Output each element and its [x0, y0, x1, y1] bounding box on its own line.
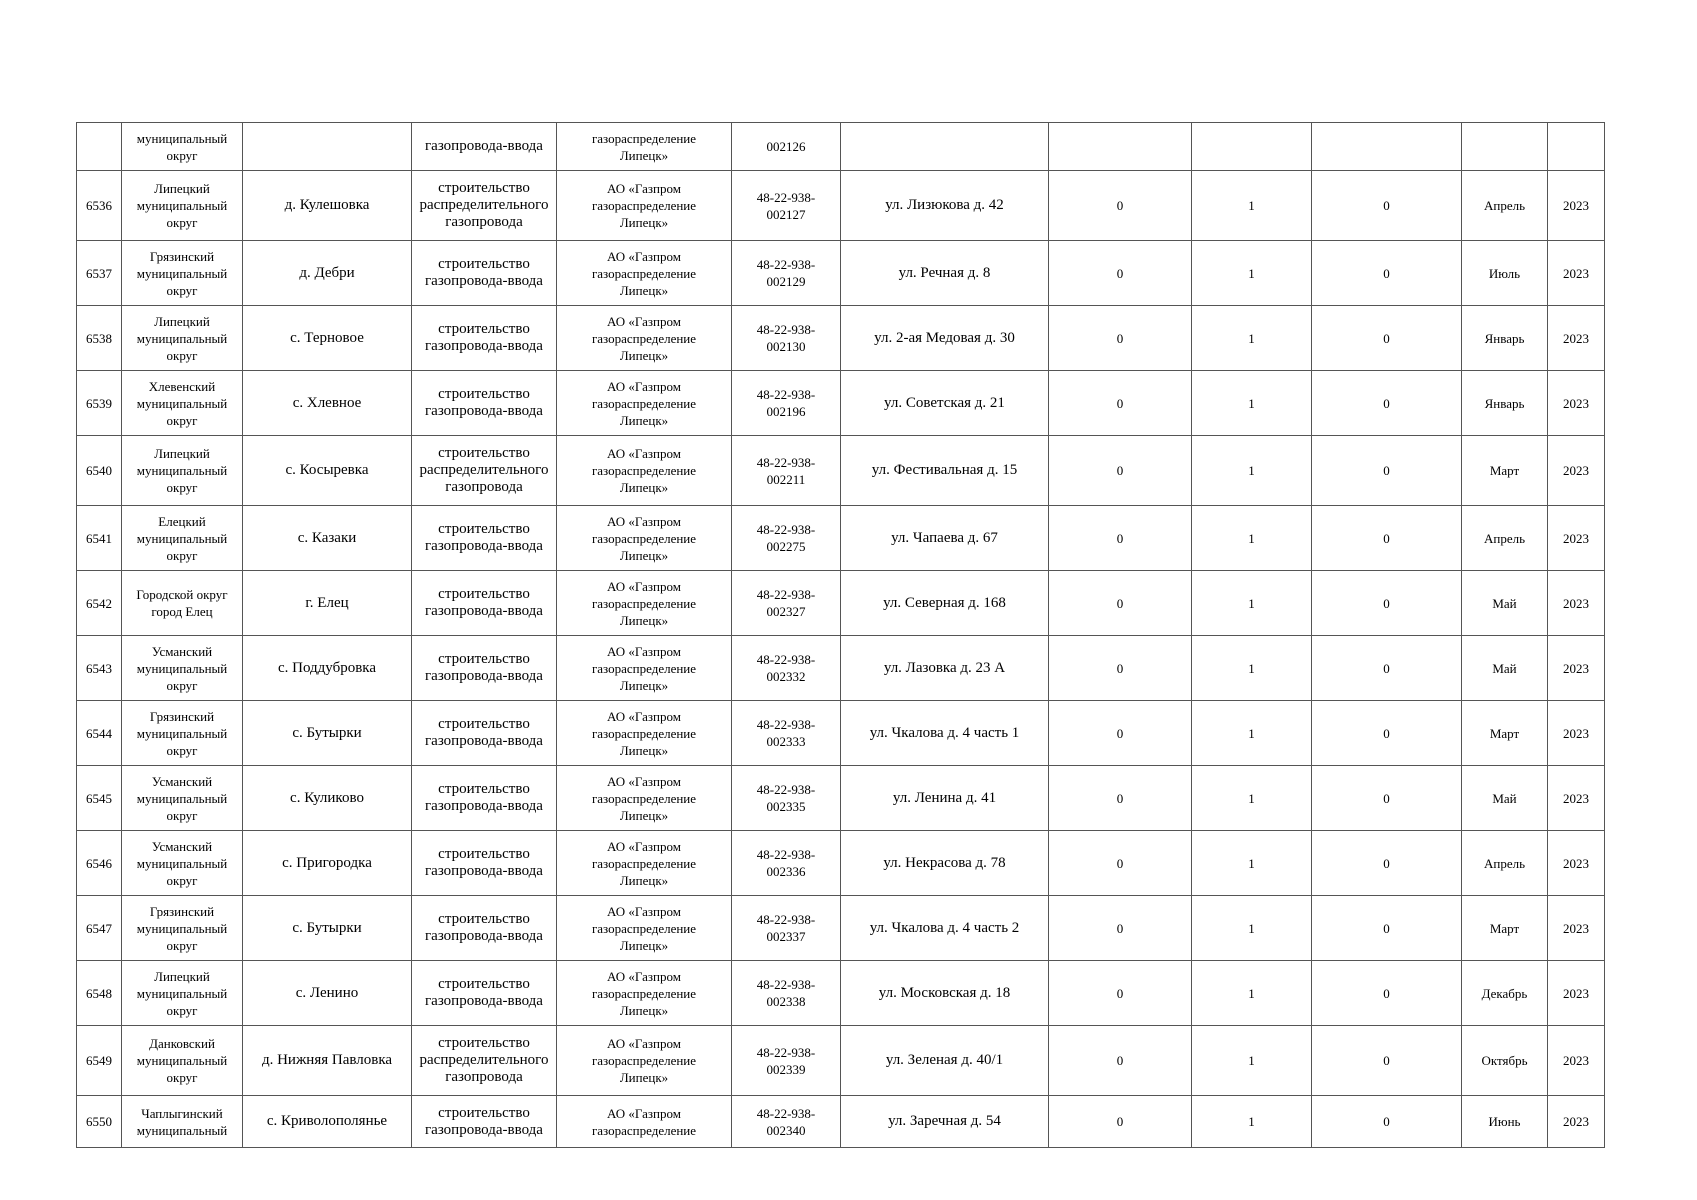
locality-cell: с. Куликово — [243, 766, 412, 831]
table-row — [77, 506, 1605, 571]
table-row — [77, 306, 1605, 371]
organization-cell: АО «Газпром газораспределение Липецк» — [557, 896, 732, 961]
code-cell: 48-22-938- 002127 — [732, 171, 841, 241]
locality-cell: с. Криволополянье — [243, 1096, 412, 1148]
district-cell: Липецкий муниципальный округ — [122, 436, 243, 506]
table-row — [77, 831, 1605, 896]
code-cell: 48-22-938- 002333 — [732, 701, 841, 766]
value-col-3: 0 — [1312, 1026, 1462, 1096]
work-type-cell: строительство газопровода-ввода — [412, 371, 557, 436]
district-cell: Елецкий муниципальный округ — [122, 506, 243, 571]
table-row — [77, 171, 1605, 241]
district-cell: Липецкий муниципальный округ — [122, 306, 243, 371]
month-cell: Октябрь — [1462, 1026, 1548, 1096]
address-cell: ул. Московская д. 18 — [841, 961, 1049, 1026]
locality-cell: с. Терновое — [243, 306, 412, 371]
value-col-1: 0 — [1049, 436, 1192, 506]
address-cell: ул. Северная д. 168 — [841, 571, 1049, 636]
address-cell: ул. Чкалова д. 4 часть 2 — [841, 896, 1049, 961]
year-cell: 2023 — [1548, 571, 1605, 636]
month-cell: Март — [1462, 701, 1548, 766]
value-col-1: 0 — [1049, 766, 1192, 831]
organization-cell: АО «Газпром газораспределение Липецк» — [557, 571, 732, 636]
table-row — [77, 896, 1605, 961]
value-col-2: 1 — [1192, 436, 1312, 506]
work-type-cell: строительство газопровода-ввода — [412, 831, 557, 896]
locality-cell: с. Бутырки — [243, 896, 412, 961]
value-col-3: 0 — [1312, 636, 1462, 701]
table-row — [77, 766, 1605, 831]
locality-cell: с. Поддубровка — [243, 636, 412, 701]
address-cell: ул. Фестивальная д. 15 — [841, 436, 1049, 506]
code-cell: 48-22-938- 002339 — [732, 1026, 841, 1096]
value-col-3: 0 — [1312, 436, 1462, 506]
value-col-3: 0 — [1312, 241, 1462, 306]
district-cell: муниципальный округ — [122, 123, 243, 171]
work-type-cell: газопровода-ввода — [412, 123, 557, 171]
row-number: 6538 — [77, 306, 122, 371]
year-cell: 2023 — [1548, 831, 1605, 896]
district-cell: Усманский муниципальный округ — [122, 831, 243, 896]
month-cell: Март — [1462, 896, 1548, 961]
value-col-1: 0 — [1049, 241, 1192, 306]
row-number: 6544 — [77, 701, 122, 766]
organization-cell: АО «Газпром газораспределение Липецк» — [557, 371, 732, 436]
organization-cell: АО «Газпром газораспределение Липецк» — [557, 831, 732, 896]
value-col-1: 0 — [1049, 171, 1192, 241]
value-col-2: 1 — [1192, 171, 1312, 241]
value-col-1: 0 — [1049, 1096, 1192, 1148]
value-col-3 — [1312, 123, 1462, 171]
row-number: 6539 — [77, 371, 122, 436]
value-col-2: 1 — [1192, 1026, 1312, 1096]
code-cell: 48-22-938- 002211 — [732, 436, 841, 506]
district-cell: Чаплыгинский муниципальный — [122, 1096, 243, 1148]
month-cell: Май — [1462, 636, 1548, 701]
organization-cell: АО «Газпром газораспределение Липецк» — [557, 701, 732, 766]
locality-cell: с. Пригородка — [243, 831, 412, 896]
code-cell: 002126 — [732, 123, 841, 171]
row-number: 6548 — [77, 961, 122, 1026]
locality-cell: д. Нижняя Павловка — [243, 1026, 412, 1096]
value-col-2: 1 — [1192, 766, 1312, 831]
value-col-3: 0 — [1312, 766, 1462, 831]
month-cell: Декабрь — [1462, 961, 1548, 1026]
table-row — [77, 1026, 1605, 1096]
row-number: 6540 — [77, 436, 122, 506]
value-col-2: 1 — [1192, 1096, 1312, 1148]
value-col-1: 0 — [1049, 636, 1192, 701]
value-col-1: 0 — [1049, 506, 1192, 571]
district-cell: Грязинский муниципальный округ — [122, 896, 243, 961]
address-cell: ул. Лизюкова д. 42 — [841, 171, 1049, 241]
organization-cell: АО «Газпром газораспределение Липецк» — [557, 766, 732, 831]
work-type-cell: строительство газопровода-ввода — [412, 766, 557, 831]
row-number: 6550 — [77, 1096, 122, 1148]
row-number: 6543 — [77, 636, 122, 701]
value-col-1: 0 — [1049, 306, 1192, 371]
value-col-3: 0 — [1312, 1096, 1462, 1148]
value-col-2: 1 — [1192, 831, 1312, 896]
value-col-2: 1 — [1192, 241, 1312, 306]
month-cell: Январь — [1462, 371, 1548, 436]
value-col-3: 0 — [1312, 896, 1462, 961]
month-cell: Апрель — [1462, 506, 1548, 571]
month-cell: Июнь — [1462, 1096, 1548, 1148]
locality-cell: д. Дебри — [243, 241, 412, 306]
value-col-3: 0 — [1312, 171, 1462, 241]
row-number: 6545 — [77, 766, 122, 831]
row-number: 6541 — [77, 506, 122, 571]
month-cell: Март — [1462, 436, 1548, 506]
data-table — [76, 122, 1605, 1148]
value-col-1: 0 — [1049, 1026, 1192, 1096]
work-type-cell: строительство газопровода-ввода — [412, 506, 557, 571]
value-col-2: 1 — [1192, 636, 1312, 701]
code-cell: 48-22-938- 002129 — [732, 241, 841, 306]
year-cell: 2023 — [1548, 961, 1605, 1026]
row-number: 6536 — [77, 171, 122, 241]
code-cell: 48-22-938- 002130 — [732, 306, 841, 371]
month-cell: Май — [1462, 766, 1548, 831]
value-col-3: 0 — [1312, 571, 1462, 636]
organization-cell: АО «Газпром газораспределение Липецк» — [557, 506, 732, 571]
value-col-3: 0 — [1312, 961, 1462, 1026]
table-row — [77, 123, 1605, 171]
value-col-2: 1 — [1192, 306, 1312, 371]
row-number: 6542 — [77, 571, 122, 636]
value-col-3: 0 — [1312, 506, 1462, 571]
table-row — [77, 436, 1605, 506]
month-cell: Июль — [1462, 241, 1548, 306]
year-cell: 2023 — [1548, 636, 1605, 701]
address-cell: ул. Некрасова д. 78 — [841, 831, 1049, 896]
year-cell: 2023 — [1548, 896, 1605, 961]
district-cell: Данковский муниципальный округ — [122, 1026, 243, 1096]
district-cell: Усманский муниципальный округ — [122, 636, 243, 701]
district-cell: Грязинский муниципальный округ — [122, 241, 243, 306]
organization-cell: АО «Газпром газораспределение Липецк» — [557, 436, 732, 506]
work-type-cell: строительство распределительного газопровода — [412, 1026, 557, 1096]
month-cell: Апрель — [1462, 171, 1548, 241]
month-cell: Май — [1462, 571, 1548, 636]
year-cell: 2023 — [1548, 306, 1605, 371]
address-cell: ул. Лазовка д. 23 А — [841, 636, 1049, 701]
locality-cell — [243, 123, 412, 171]
row-number: 6546 — [77, 831, 122, 896]
work-type-cell: строительство газопровода-ввода — [412, 571, 557, 636]
work-type-cell: строительство газопровода-ввода — [412, 961, 557, 1026]
value-col-2: 1 — [1192, 896, 1312, 961]
district-cell: Липецкий муниципальный округ — [122, 961, 243, 1026]
year-cell: 2023 — [1548, 1026, 1605, 1096]
value-col-3: 0 — [1312, 701, 1462, 766]
code-cell: 48-22-938- 002338 — [732, 961, 841, 1026]
year-cell — [1548, 123, 1605, 171]
work-type-cell: строительство газопровода-ввода — [412, 701, 557, 766]
code-cell: 48-22-938- 002196 — [732, 371, 841, 436]
address-cell: ул. Чкалова д. 4 часть 1 — [841, 701, 1049, 766]
table-row — [77, 701, 1605, 766]
table-row — [77, 636, 1605, 701]
organization-cell: АО «Газпром газораспределение Липецк» — [557, 241, 732, 306]
value-col-3: 0 — [1312, 831, 1462, 896]
value-col-3: 0 — [1312, 306, 1462, 371]
year-cell: 2023 — [1548, 241, 1605, 306]
locality-cell: д. Кулешовка — [243, 171, 412, 241]
code-cell: 48-22-938- 002327 — [732, 571, 841, 636]
value-col-3: 0 — [1312, 371, 1462, 436]
table-body — [77, 123, 1605, 1148]
address-cell: ул. Чапаева д. 67 — [841, 506, 1049, 571]
value-col-2: 1 — [1192, 701, 1312, 766]
district-cell: Городской округ город Елец — [122, 571, 243, 636]
organization-cell: АО «Газпром газораспределение — [557, 1096, 732, 1148]
row-number: 6537 — [77, 241, 122, 306]
code-cell: 48-22-938- 002340 — [732, 1096, 841, 1148]
row-number — [77, 123, 122, 171]
address-cell: ул. Ленина д. 41 — [841, 766, 1049, 831]
row-number: 6549 — [77, 1026, 122, 1096]
locality-cell: с. Косыревка — [243, 436, 412, 506]
district-cell: Усманский муниципальный округ — [122, 766, 243, 831]
value-col-1 — [1049, 123, 1192, 171]
month-cell — [1462, 123, 1548, 171]
value-col-2: 1 — [1192, 506, 1312, 571]
year-cell: 2023 — [1548, 1096, 1605, 1148]
table-row — [77, 961, 1605, 1026]
code-cell: 48-22-938- 002337 — [732, 896, 841, 961]
organization-cell: АО «Газпром газораспределение Липецк» — [557, 961, 732, 1026]
row-number: 6547 — [77, 896, 122, 961]
value-col-2: 1 — [1192, 961, 1312, 1026]
organization-cell: АО «Газпром газораспределение Липецк» — [557, 636, 732, 701]
work-type-cell: строительство газопровода-ввода — [412, 896, 557, 961]
value-col-1: 0 — [1049, 371, 1192, 436]
address-cell: ул. Советская д. 21 — [841, 371, 1049, 436]
value-col-1: 0 — [1049, 831, 1192, 896]
table-row — [77, 371, 1605, 436]
value-col-2: 1 — [1192, 571, 1312, 636]
work-type-cell: строительство газопровода-ввода — [412, 241, 557, 306]
organization-cell: АО «Газпром газораспределение Липецк» — [557, 171, 732, 241]
district-cell: Хлевенский муниципальный округ — [122, 371, 243, 436]
value-col-1: 0 — [1049, 896, 1192, 961]
organization-cell: АО «Газпром газораспределение Липецк» — [557, 306, 732, 371]
work-type-cell: строительство распределительного газопровода — [412, 436, 557, 506]
address-cell: ул. Зеленая д. 40/1 — [841, 1026, 1049, 1096]
value-col-1: 0 — [1049, 571, 1192, 636]
code-cell: 48-22-938- 002332 — [732, 636, 841, 701]
district-cell: Грязинский муниципальный округ — [122, 701, 243, 766]
year-cell: 2023 — [1548, 371, 1605, 436]
code-cell: 48-22-938- 002275 — [732, 506, 841, 571]
value-col-2: 1 — [1192, 371, 1312, 436]
work-type-cell: строительство газопровода-ввода — [412, 1096, 557, 1148]
locality-cell: с. Хлевное — [243, 371, 412, 436]
locality-cell: с. Казаки — [243, 506, 412, 571]
organization-cell: газораспределение Липецк» — [557, 123, 732, 171]
address-cell — [841, 123, 1049, 171]
code-cell: 48-22-938- 002335 — [732, 766, 841, 831]
work-type-cell: строительство газопровода-ввода — [412, 306, 557, 371]
work-type-cell: строительство газопровода-ввода — [412, 636, 557, 701]
address-cell: ул. 2-ая Медовая д. 30 — [841, 306, 1049, 371]
month-cell: Апрель — [1462, 831, 1548, 896]
table-row — [77, 241, 1605, 306]
table-row — [77, 1096, 1605, 1148]
locality-cell: с. Ленино — [243, 961, 412, 1026]
organization-cell: АО «Газпром газораспределение Липецк» — [557, 1026, 732, 1096]
month-cell: Январь — [1462, 306, 1548, 371]
value-col-2 — [1192, 123, 1312, 171]
year-cell: 2023 — [1548, 506, 1605, 571]
year-cell: 2023 — [1548, 766, 1605, 831]
address-cell: ул. Речная д. 8 — [841, 241, 1049, 306]
locality-cell: г. Елец — [243, 571, 412, 636]
address-cell: ул. Заречная д. 54 — [841, 1096, 1049, 1148]
year-cell: 2023 — [1548, 701, 1605, 766]
year-cell: 2023 — [1548, 171, 1605, 241]
work-type-cell: строительство распределительного газопровода — [412, 171, 557, 241]
year-cell: 2023 — [1548, 436, 1605, 506]
value-col-1: 0 — [1049, 701, 1192, 766]
district-cell: Липецкий муниципальный округ — [122, 171, 243, 241]
code-cell: 48-22-938- 002336 — [732, 831, 841, 896]
value-col-1: 0 — [1049, 961, 1192, 1026]
locality-cell: с. Бутырки — [243, 701, 412, 766]
table-row — [77, 571, 1605, 636]
